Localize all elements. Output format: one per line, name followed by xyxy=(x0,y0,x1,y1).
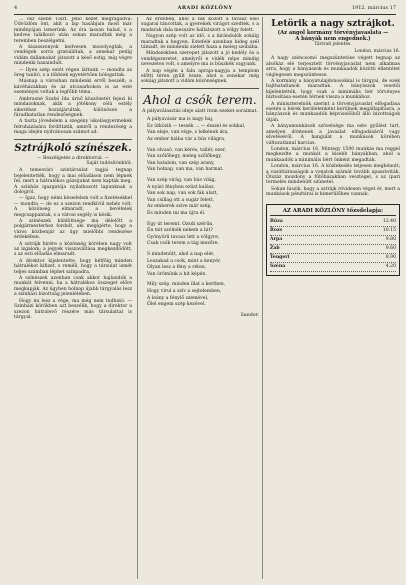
paragraph: A sztrájk hírére a közönség körében nagy volt az izgalom; a jegyek visszaváltása megkezdődött, s az esti előadás elmaradt. xyxy=(14,241,132,258)
divider xyxy=(141,88,259,89)
poem-line: És minden mi ma újra él. xyxy=(147,211,206,216)
ad-row-value: 10.15 xyxy=(382,227,396,233)
ad-row-label: Árpa xyxy=(270,236,283,242)
poem-stanza xyxy=(141,178,259,218)
poem-line: A leány a fénylő szemével, xyxy=(147,295,209,301)
ad-rows xyxy=(270,218,396,272)
poem-line: Van holnap, van ma, van harmat. xyxy=(147,167,224,173)
ad-row xyxy=(270,254,396,263)
poem-line: Olyan lesz a fény a réten, xyxy=(147,265,207,271)
page-number: 4 xyxy=(14,5,18,11)
paragraph: A színészek küldöttsége ma délelőtt a polgármesterhez fordult, aki megígérte, hogy a város közbenjár az ügy mielőbbi rendezése érdekében. xyxy=(14,219,132,241)
ad-row-value: 4.20 xyxy=(385,263,396,269)
paragraph: A színészek azonban csak akkor hajlandók a munkát felvenni, ha a hátralékos összeget előre megkapják. Az ügyben holnap újabb tárgyalás lesz a színházi bizottság jelenlétében. xyxy=(14,276,132,298)
ad-row-label: Zab xyxy=(270,245,280,251)
poem-line: Van hatalom, van szép arany, xyxy=(147,160,215,166)
poem-line: Van eleje, van vége, s lelkének ára, xyxy=(147,130,229,136)
divider xyxy=(14,139,132,140)
ad-row xyxy=(270,245,396,254)
poem-author: Sandor. xyxy=(240,312,259,318)
issue-date: 1912. március 17 xyxy=(351,5,396,11)
poem-line: Ölel engem szép kezével. xyxy=(147,302,206,308)
poem-title: Ahol a csók terem. xyxy=(143,92,257,107)
poem-line: A pályavásár ma is nagy baj, xyxy=(147,117,214,123)
paragraph: London, március 16. A közlekedés teljesen megbénult; a vasúttársaságok a vonatok számát tovább apasztották. Ötszáz mozdony a fűtőházakban vesztegel, s az ipari termelés mindenütt szünetel. xyxy=(266,164,400,186)
poem-stanza xyxy=(141,148,259,174)
column-left xyxy=(14,17,132,579)
ad-row xyxy=(270,218,396,227)
poem-line: Van csillag ott a sugár felett, xyxy=(147,197,215,203)
paragraph: A direktor kijelentette, hogy hétfőig minden hátralékot kifizet, s reméli, hogy a társulat ismét teljes számban léphet színpadra. xyxy=(14,258,132,275)
article-subtitle: — Beszélgetés a direktorral. — xyxy=(36,155,110,161)
poem-line: Ez ütközik — tessék ... — ésszel és sokkal, xyxy=(147,123,246,129)
poem-line: Gyönyörű tavasz lett a völgyre, xyxy=(147,234,220,240)
paragraph: A temesvári színtársulat tagjai tegnap bejelentették, hogy a mai előadáson nem lépnek fel, mert a hátralékos gázsijukat nem kapták meg. A színház igazgatója nyilatkozott lapunknak a dologról. xyxy=(14,168,132,195)
poem-line: Én mit szólnék nekem a hit? xyxy=(147,228,213,234)
poem-line: A nyári fényben ezüst kalász, xyxy=(147,184,215,190)
ad-row-label: Búza xyxy=(270,218,283,224)
article-subtitle: A bányák nem engednek.) xyxy=(295,36,371,42)
poem-stanza xyxy=(141,282,259,308)
paragraph: A nap végén a falu apraja-nagyja a templom előtti téren gyűlt össze, ahol a zenekar még sokáig játszott a vidám közönségnek. xyxy=(141,68,259,85)
ad-heading: AZ ARADI KÖZLÖNY tőzsdelapja: xyxy=(270,208,396,216)
ad-row xyxy=(270,236,396,245)
ad-row-label: Rozs xyxy=(270,227,283,233)
paragraph: A nagy széncsomó megszüntetése végett tegnap az alsóház elé terjesztett törvényjavaslat nem alkalmas arra, hogy a bányászok és munkaadók közötti ellentétet véglegesen megszüntesse. xyxy=(266,56,400,78)
paragraph: A tiszta jövedelem a szegény iskolásgyermekek felruházására fordíttatik, amiről a rendezőség a maga idején nyilvánosan számot ad. xyxy=(14,119,132,136)
poem-line: Hogy virul a szív a sejtelemben, xyxy=(147,288,222,294)
paragraph: A bányamunkások szövetsége ma este gyűlést tart, amelyen döntenek a javaslat elfogadásáról vagy elvetéséről. A hangulat a munkások körében változatlanul harcias. xyxy=(266,124,400,146)
poem-line: Csak csók terem a tág mezőre. xyxy=(147,241,219,247)
paragraph: London, március 16. Mintegy 1500 munkás ma reggel megkezdte a munkát a kisebb bányákban, ahol a munkaadók a minimális bért önként megadták. xyxy=(266,146,400,163)
poem-stanza xyxy=(141,222,259,248)
ad-row xyxy=(270,227,396,236)
article-dateline: London, március 16. xyxy=(354,49,400,55)
paragraph: Sokan hiszik, hogy a sztrájk rövidesen véget ér, mert a munkások pénztárai is kimerülőben vannak. xyxy=(266,186,400,198)
poem-line: Leszakad a csók, mint a kenyér, xyxy=(147,258,222,264)
poem-line: Mily szép, minden illat a kertben, xyxy=(147,282,226,288)
article-title: Sztrájkoló színészek. xyxy=(14,142,132,154)
paragraph: — Ilyen szép estét régen láttunk — mondta az öreg tanító, s a többiek egyetértően bólogattak. xyxy=(14,67,132,79)
poem-line: Van örömünk a hit képén. xyxy=(147,271,207,277)
ad-row-value: 8.90 xyxy=(385,254,396,260)
poem-line: Van szép virág, van bús világ, xyxy=(147,178,216,184)
paragraph: A kormány a bányatulajdonosokkal is tárgyal, de ezek hajthatatlanok maradtak. A bányászok vezetői kijelentették, hogy csak a minimális bér törvényes biztosítása esetén térnek vissza a munkához. xyxy=(266,79,400,101)
poem-line: S mindenütt, ahol a nap elér, xyxy=(147,251,215,257)
poem-line: Egy út teremt. Ozsdi szérűn, xyxy=(147,221,214,227)
paragraph: Másnap a városban mindenki erről beszélt; a kávéházakban és az utcasarkokon is az este eseményei voltak a legfőbb téma. xyxy=(14,79,132,96)
article-byline: Saját tudósítónktól. xyxy=(86,160,132,166)
paragraph: Mindezekben szerepet játszott a jó kedély és a vendégszeretet, amelyről e vidék népe mindig nevezetes volt, s amelyre ma is büszkék vagyunk. xyxy=(141,51,259,68)
poem-line: Van szőlőhegy, meleg szőlőhegy, xyxy=(147,154,222,160)
paragraph: Hogy mi lesz a vége, ma még nem tudható. — Szinházi körökben azt beszélik, hogy a direktor a szezon hátralevő részére más társulattal is tárgyal. xyxy=(14,298,132,320)
poem-line: Az ember hiába vár a bús világra. xyxy=(147,137,226,143)
ad-row-value: 9.80 xyxy=(385,236,396,242)
ad-row-value: 9.60 xyxy=(385,245,396,251)
ad-row xyxy=(270,263,396,272)
paragraph: ... ösz szebb Tiszt. Jenő kezét megragadva: Üdvözlöm önt, akit a lap hasábjain most már mindnyájan ismerünk. Az óra lassan halad, s a kedves találkozó után sokan maradtak még a teremben beszélgetni. xyxy=(14,17,132,44)
paragraph: Ambrusné Szabó Ida úrnő köszönetét fejezi ki mindazoknak, akik a jótékony célú estély sikeréhez hozzájárultak, különösen a fáradhatatlan rendezőségnek. xyxy=(14,96,132,118)
poem-line: Van sok nap, van sok fák alatt, xyxy=(147,191,218,197)
paragraph: A kisasszonyok kedvesen mosolyogtak, a vendégek sorra gratuláltak, a zenekar pedig vidám dallamokat játszott a késő estig, míg végre mindenki hazaindult. xyxy=(14,45,132,67)
poem-line: Az emberek szíve már szép, xyxy=(147,204,212,210)
poem-stanza xyxy=(141,252,259,278)
column-middle xyxy=(137,17,259,579)
paragraph: Az erdőben, ahol a fák között a tavasz első sugarai táncoltak, a gyerekek virágot szedtek, s a madarak dala messzire hallatszott a völgy felett. xyxy=(141,17,259,33)
poem-body xyxy=(141,117,259,308)
paragraph: Nagyon szép volt az idő, s a kirándulók sokáig maradtak a hegyen. Estefelé azonban hideg szél támadt, és mindenki sietett haza a meleg szobába. xyxy=(141,34,259,51)
poem-stanza xyxy=(141,117,259,143)
paragraph: A miniszterelnök szerint a törvényjavaslat elfogadása esetén a bérek kerületenként kerülnek megállapításra, a bányászok és munkaadók képviselőiből álló bizottságok útján. xyxy=(266,101,400,123)
article-note: Távirati jelentés. xyxy=(314,42,352,47)
ad-row-label: Széna xyxy=(270,263,286,269)
poem-subtitle: A pályaválasztás ideje alatt írom ezeket soraimat. xyxy=(142,108,258,114)
newspaper-title: ARADI KÖZLÖNY xyxy=(177,5,233,11)
ad-row-value: 12.40 xyxy=(382,218,396,224)
page-header xyxy=(14,4,396,15)
ad-row-label: Tengeri xyxy=(270,254,290,260)
paragraph: — Igaz, hogy némi késedelem volt a fizetésekkel — mondta — de ez a szezon rendkívül nehéz volt. A közönség elmaradt, a bevételek megcsappantak, s a városi segély is késik. xyxy=(14,196,132,218)
article-subtitle: (Az angol kormány törvényjavaslata — xyxy=(277,30,389,36)
column-right xyxy=(262,17,400,579)
poem-line: Van olvasó, van kérés, tallér, ezer, xyxy=(147,147,226,153)
advertisement-box xyxy=(266,204,400,276)
article-title: Letörik a nagy sztrájkot. xyxy=(271,19,395,29)
